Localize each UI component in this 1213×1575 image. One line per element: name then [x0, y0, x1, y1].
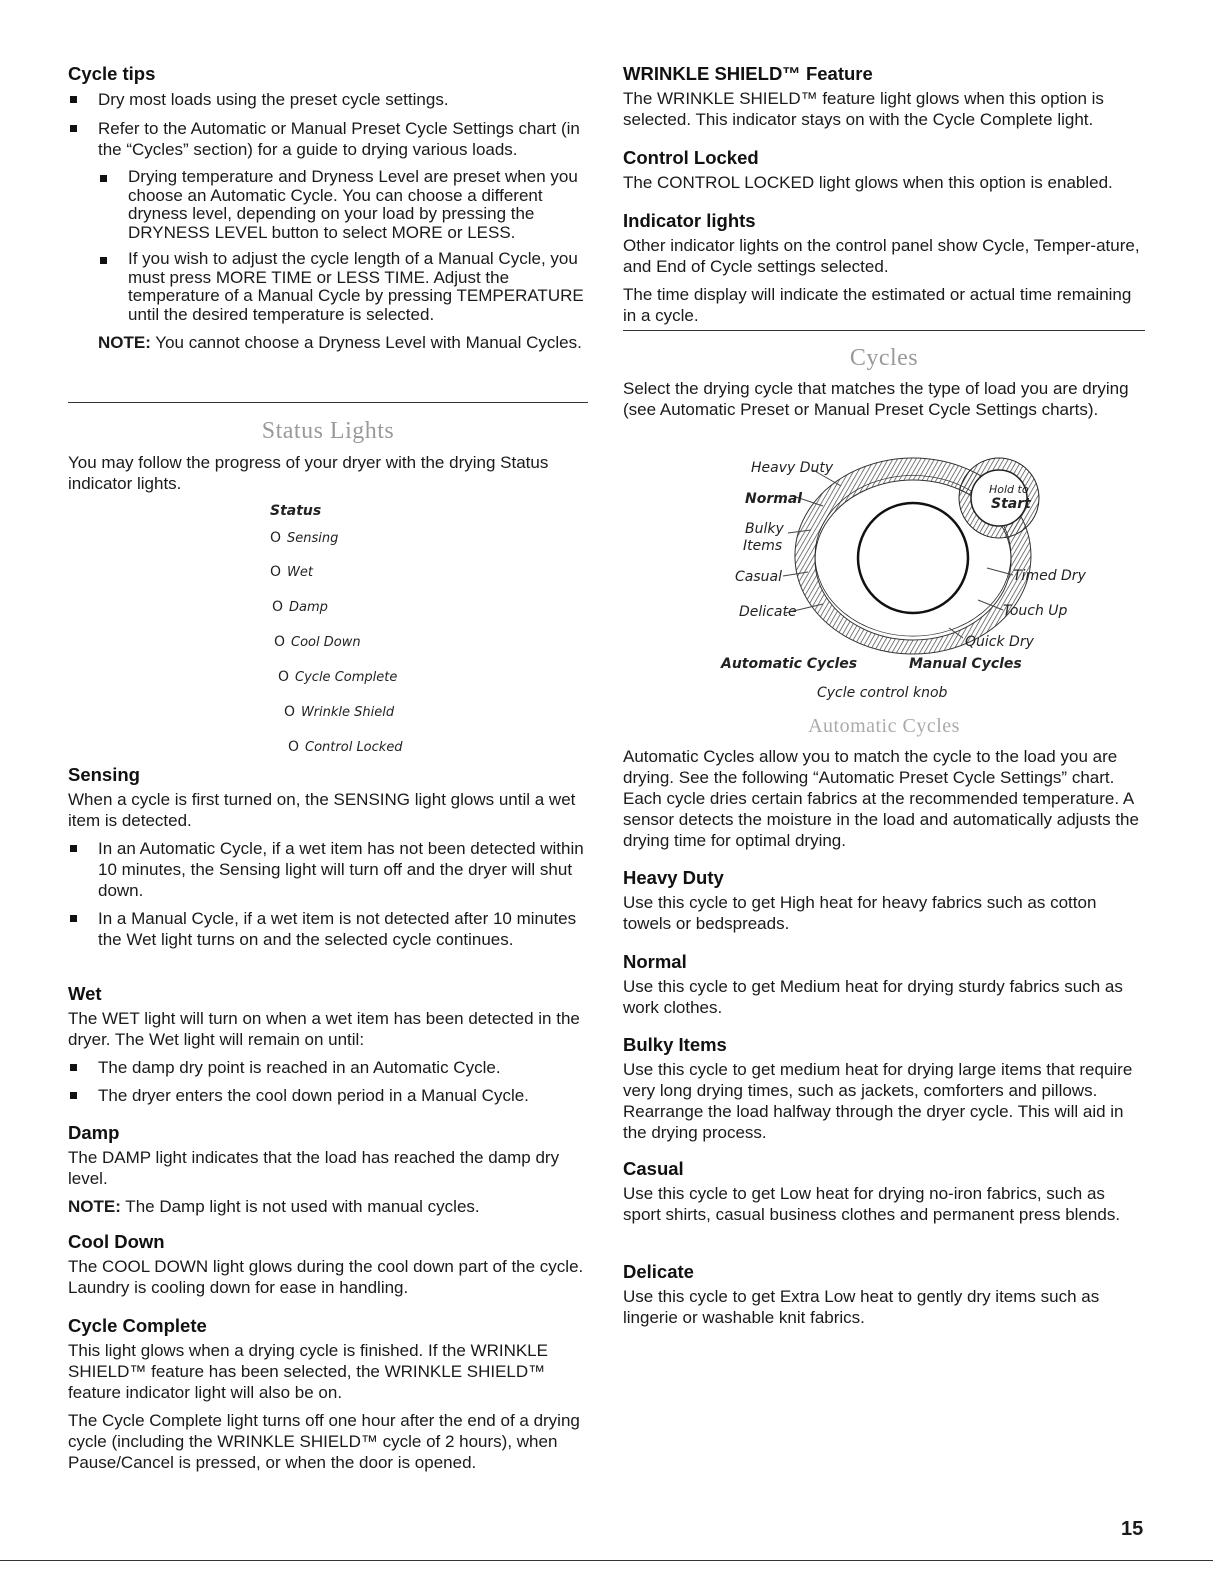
status-light-sensing: O Sensing [270, 530, 339, 546]
cycles-title: Cycles [849, 345, 919, 371]
control-locked-text: The CONTROL LOCKED light glows when this option is enabled. [623, 173, 1113, 192]
cycle-complete-section [68, 1315, 588, 1473]
delicate-heading: Delicate [623, 1261, 694, 1282]
knob-label-heavy-duty: Heavy Duty [751, 460, 834, 476]
status-light-indicator-icon: O [278, 669, 290, 685]
status-lights-intro: You may follow the progress of your dryer with the drying Status indicator lights. [68, 453, 549, 493]
status-light-wet: O Wet [270, 564, 313, 580]
cycles-intro: Select the drying cycle that matches the type of load you are drying (see Automatic Preset or Manual Preset Cycle Settings charts). [623, 379, 1129, 419]
knob-label-casual: Casual [735, 569, 782, 585]
heavy-duty-section [623, 867, 1145, 934]
wet-section [68, 983, 588, 1106]
cool-down-section [68, 1231, 588, 1298]
casual-text: Use this cycle to get Low heat for drying no-iron fabrics, such as sport shirts, casual business clothes and permanent press blends. [623, 1184, 1121, 1224]
knob-heading-automatic-cycles: Automatic Cycles [721, 656, 858, 672]
wrinkle-shield-text: The WRINKLE SHIELD™ feature light glows when this option is selected. This indicator stays on with the Cycle Complete light. [623, 89, 1104, 129]
status-light-indicator-icon: O [270, 564, 282, 580]
note-label: NOTE: [68, 1197, 121, 1216]
status-light-indicator-icon: O [274, 634, 286, 650]
damp-section [68, 1122, 588, 1217]
hold-to-start-button-label[interactable]: Hold to [989, 483, 1029, 496]
wet-text: The WET light will turn on when a wet item has been detected in the dryer. The Wet light will remain on until: [68, 1009, 580, 1049]
cycle-complete-heading: Cycle Complete [68, 1315, 207, 1336]
casual-section [623, 1158, 1145, 1225]
status-light-indicator-icon: O [288, 739, 300, 755]
indicator-lights-text-1: Other indicator lights on the control panel show Cycle, Temper-ature, and End of Cycle settings selected. [623, 236, 1140, 276]
bulky-items-heading: Bulky Items [623, 1034, 727, 1055]
note-text: The Damp light is not used with manual cycles. [120, 1197, 480, 1216]
indicator-lights-heading: Indicator lights [623, 210, 756, 231]
sub-bullet-item: Drying temperature and Dryness Level are preset when you choose an Automatic Cycle. You can choose a different dryness level, depending on your load by pressing the DRYNESS LEVEL button to select MORE or LESS. [68, 168, 588, 242]
knob-label-delicate: Delicate [739, 604, 797, 620]
heavy-duty-text: Use this cycle to get High heat for heavy fabrics such as cotton towels or bedspreads. [623, 893, 1097, 933]
automatic-cycles-intro: Automatic Cycles allow you to match the cycle to the load you are drying. See the following “Automatic Preset Cycle Settings” chart. Each cycle dries certain fabrics at the recommended temperature. A sensor detects the moisture in the load and automatically adjusts the drying time for optimal drying. [623, 747, 1139, 850]
bulky-items-section [623, 1034, 1145, 1143]
knob-label-timed-dry: Timed Dry [1013, 568, 1086, 584]
wrinkle-shield-heading: WRINKLE SHIELD™ Feature [623, 63, 873, 84]
status-light-indicator-icon: O [270, 530, 282, 546]
bullet-item: The damp dry point is reached in an Automatic Cycle. [68, 1057, 588, 1078]
knob-label-normal: Normal [745, 491, 803, 507]
sensing-text: When a cycle is first turned on, the SENSING light glows until a wet item is detected. [68, 790, 576, 830]
damp-heading: Damp [68, 1122, 120, 1143]
knob-caption: Cycle control knob [817, 685, 948, 701]
control-locked-section [623, 147, 1145, 193]
knob-graphic [713, 450, 1133, 665]
cycle-tips-heading: Cycle tips [68, 63, 156, 84]
cycle-complete-text-2: The Cycle Complete light turns off one hour after the end of a drying cycle (including the WRINKLE SHIELD™ cycle of 2 hours), when Pause/Cancel is pressed, or when the door is opened. [68, 1411, 580, 1472]
normal-text: Use this cycle to get Medium heat for drying sturdy fabrics such as work clothes. [623, 977, 1123, 1017]
cycle-complete-text-1: This light glows when a drying cycle is finished. If the WRINKLE SHIELD™ feature has been selected, the WRINKLE SHIELD™ feature indicator light will also be on. [68, 1341, 548, 1402]
delicate-text: Use this cycle to get Extra Low heat to gently dry items such as lingerie or washable knit fabrics. [623, 1287, 1100, 1327]
cycle-control-knob-diagram [713, 450, 1133, 710]
status-panel-heading: Status [270, 503, 322, 519]
cycle-tips-note [68, 332, 588, 353]
knob-label-items: Items [743, 538, 783, 554]
status-light-control-locked: O Control Locked [288, 739, 403, 755]
heavy-duty-heading: Heavy Duty [623, 867, 724, 888]
indicator-lights-text-2: The time display will indicate the estimated or actual time remaining in a cycle. [623, 285, 1132, 325]
cycle-tips-section [68, 63, 588, 353]
status-light-damp: O Damp [272, 599, 328, 615]
status-light-cool-down: O Cool Down [274, 634, 361, 650]
damp-text: The DAMP light indicates that the load has reached the damp dry level. [68, 1148, 560, 1188]
note-label: NOTE: [98, 333, 151, 352]
automatic-cycles-title: Automatic Cycles [808, 715, 960, 737]
bullet-item: In an Automatic Cycle, if a wet item has not been detected within 10 minutes, the Sensing light will turn off and the dryer will shut down. [68, 838, 588, 901]
cool-down-text: The COOL DOWN light glows during the cool down part of the cycle. Laundry is cooling down for ease in handling. [68, 1257, 584, 1297]
bullet-item: Refer to the Automatic or Manual Preset Cycle Settings chart (in the “Cycles” section) for a guide to drying various loads. [68, 118, 588, 160]
control-locked-heading: Control Locked [623, 147, 759, 168]
normal-section [623, 951, 1145, 1018]
section-divider [623, 330, 1145, 331]
knob-label-quick-dry: Quick Dry [965, 634, 1034, 650]
casual-heading: Casual [623, 1158, 684, 1179]
bullet-item: The dryer enters the cool down period in a Manual Cycle. [68, 1085, 588, 1106]
sub-bullet-item: If you wish to adjust the cycle length of a Manual Cycle, you must press MORE TIME or LESS TIME. Adjust the temperature of a Manual Cycle by pressing TEMPERATURE until the desired temperature is selected. [68, 250, 588, 324]
status-light-indicator-icon: O [272, 599, 284, 615]
note-text: You cannot choose a Dryness Level with Manual Cycles. [150, 333, 582, 352]
bulky-items-text: Use this cycle to get medium heat for drying large items that require very long drying times, such as jackets, comforters and pillows. Rearrange the load halfway through the dryer cycle. This will aid in the drying process. [623, 1060, 1133, 1142]
status-light-cycle-complete: O Cycle Complete [278, 669, 398, 685]
damp-note [68, 1196, 588, 1217]
start-button-label[interactable]: Start [991, 496, 1031, 512]
sensing-heading: Sensing [68, 764, 140, 785]
status-light-wrinkle-shield: O Wrinkle Shield [284, 704, 395, 720]
sensing-section [68, 764, 588, 950]
footer-rule [0, 1560, 1213, 1561]
section-divider [68, 402, 588, 403]
normal-heading: Normal [623, 951, 687, 972]
bullet-item: In a Manual Cycle, if a wet item is not detected after 10 minutes the Wet light turns on and the selected cycle continues. [68, 908, 588, 950]
wet-heading: Wet [68, 983, 102, 1004]
wrinkle-shield-section [623, 63, 1145, 130]
knob-label-touch-up: Touch Up [1003, 603, 1068, 619]
status-light-indicator-icon: O [284, 704, 296, 720]
knob-label-bulky: Bulky [745, 521, 784, 537]
delicate-section [623, 1261, 1145, 1328]
cool-down-heading: Cool Down [68, 1231, 165, 1252]
bullet-item: Dry most loads using the preset cycle settings. [68, 89, 588, 110]
page-number: 15 [1121, 1518, 1144, 1540]
knob-heading-manual-cycles: Manual Cycles [909, 656, 1022, 672]
indicator-lights-section [623, 210, 1145, 326]
status-lights-title: Status Lights [261, 418, 395, 444]
